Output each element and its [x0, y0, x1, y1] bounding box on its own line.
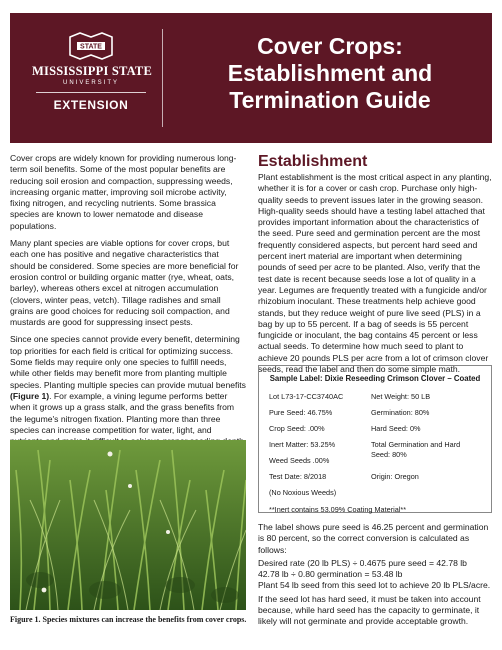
- seed-label-row: [269, 472, 481, 488]
- test-date: Test Date: 8/2018: [269, 472, 327, 481]
- header-banner: [10, 13, 492, 143]
- hard-seed-paragraph: If the seed lot has hard seed, it must be taken into account because, while hard seed has the capacity to germinate, it likely will not germinate and provide acceptable growth.: [258, 593, 481, 627]
- title-line-1: Cover Crops:: [257, 33, 403, 59]
- extension-label: EXTENSION: [53, 98, 129, 112]
- pure-seed: Pure Seed: 46.75%: [269, 408, 333, 417]
- establishment-paragraph: Plant establishment is the most critical aspect in any planting, whether it is for a cover or cash crop. Purchase only high-quality seeds to prevent issues later in the growing season. High-quality seeds should have a testing label attached that provides important information about the characteristics of the seed. Pure seed and germination percent are the most frequently considered aspects, but percent hard seed and percent inert material are important when determining pounds of seed per acre to be planted. Also, verify that the test date is recent because seeds lose a lot of quality in a year. Legumes are frequently treated with a fungicide and/or rhizobium inoculant. These treatments help achieve good stands, but they reduce weight of pure live seed (PLS) in a bag by up to 55 percent. If a bag of seeds is 55 percent fungicide or inoculant, the bag contains 45 percent or less actual seeds. To determine how much seed to plant to achieve 20 pounds PLS per acre from a lot of crimson clover seeds, read the label and then do some simple math.: [258, 172, 492, 375]
- priorities-text-a: Since one species cannot provide every benefit, determining top priorities for each field is critical for optimizing success. Some fields may require only one species to fulfill needs, while other fields may benefit more from planting multiple species. Planting multiple species can provide mutual benefits: [10, 334, 246, 390]
- crop-seed: Crop Seed: .00%: [269, 424, 325, 433]
- badge-text: STATE: [80, 43, 102, 51]
- sample-seed-label: [258, 365, 492, 513]
- hard-seed: Hard Seed: 0%: [371, 424, 421, 433]
- calculation-section: [258, 522, 492, 630]
- priorities-text-b: . For example, a vining legume performs better when it grows up a grass stalk, and the grass benefits from the legume's nitrogen fixation. Planting more than three species can increase competition for water, light, and: [10, 390, 235, 435]
- logo-rule: [36, 92, 146, 93]
- title-line-2: Establishment and: [227, 60, 433, 86]
- seed-label-title: Sample Label: Dixie Reseeding Crimson Clover – Coated: [269, 374, 481, 383]
- coating-note: **Inert contains 53.09% Coating Material**: [269, 505, 407, 514]
- origin: Origin: Oregon: [371, 472, 419, 481]
- calc-intro: The label shows pure seed is 46.25 percent and germination is 80 percent, so the correct conversion is calculated as follows:: [258, 522, 489, 555]
- right-column: [258, 153, 492, 375]
- total-germination: Total Germination and Hard Seed: 80%: [371, 440, 461, 459]
- species-paragraph: Many plant species are viable options for cover crops, but each one has positive and negative characteristics that should be considered. Some species are more beneficial for erosion control or building organic matter (rye, wheat, oats, barley), whereas others excel at nitrogen accumulation (clovers, winter peas, vetch). Tillage radishes and small grains are good choices for reducing soil compaction, and mustards are good for suppressing insect pests.: [10, 238, 239, 328]
- lot-number: Lot L73-17-CC3740AC: [269, 392, 344, 401]
- banner-divider: [162, 29, 163, 127]
- noxious-weeds: (No Noxious Weeds): [269, 488, 337, 497]
- msu-badge-icon: [66, 31, 116, 61]
- cover-crop-photo: [10, 440, 246, 610]
- seed-label-row: [269, 440, 481, 459]
- page-title: [175, 33, 485, 114]
- inert-matter: Inert Matter: 53.25%: [269, 440, 336, 449]
- figure-reference: (Figure 1): [10, 390, 50, 401]
- calc-result: Plant 54 lb seed from this seed lot to achieve 20 lb PLS/acre.: [258, 580, 491, 591]
- title-line-3: Termination Guide: [229, 87, 431, 113]
- weed-seeds: Weed Seeds .00%: [269, 456, 330, 465]
- seed-label-row: [269, 408, 481, 424]
- calc-equation-2: 42.78 lb ÷ 0.80 germination = 53.48 lb: [258, 569, 403, 580]
- seed-label-row: [269, 392, 481, 408]
- germination: Germination: 80%: [371, 408, 430, 417]
- seed-label-row: [269, 488, 481, 504]
- figure-caption: Figure 1. Species mixtures can increase the benefits from cover crops.: [10, 615, 247, 624]
- university-name: MISSISSIPPI STATE: [32, 64, 152, 78]
- net-weight: Net Weight: 50 LB: [371, 392, 431, 401]
- left-column: [10, 153, 246, 487]
- section-heading-establishment: Establishment: [258, 153, 368, 170]
- seed-label-row: [269, 424, 481, 440]
- calc-equation-1: Desired rate (20 lb PLS) ÷ 0.4675 pure seed = 42.78 lb: [258, 557, 467, 568]
- university-subtitle: UNIVERSITY: [62, 80, 119, 86]
- msu-extension-logo: [32, 31, 150, 123]
- intro-paragraph: Cover crops are widely known for providing numerous long-term soil benefits. Some of the most popular benefits are reducing soil erosion and compaction, suppressing weeds, increasing organic matter, improving soil microbe activity, fixing nitrogen, and recycling nutrients. Some brassica species are known to lower nematode and disease populations.: [10, 153, 237, 231]
